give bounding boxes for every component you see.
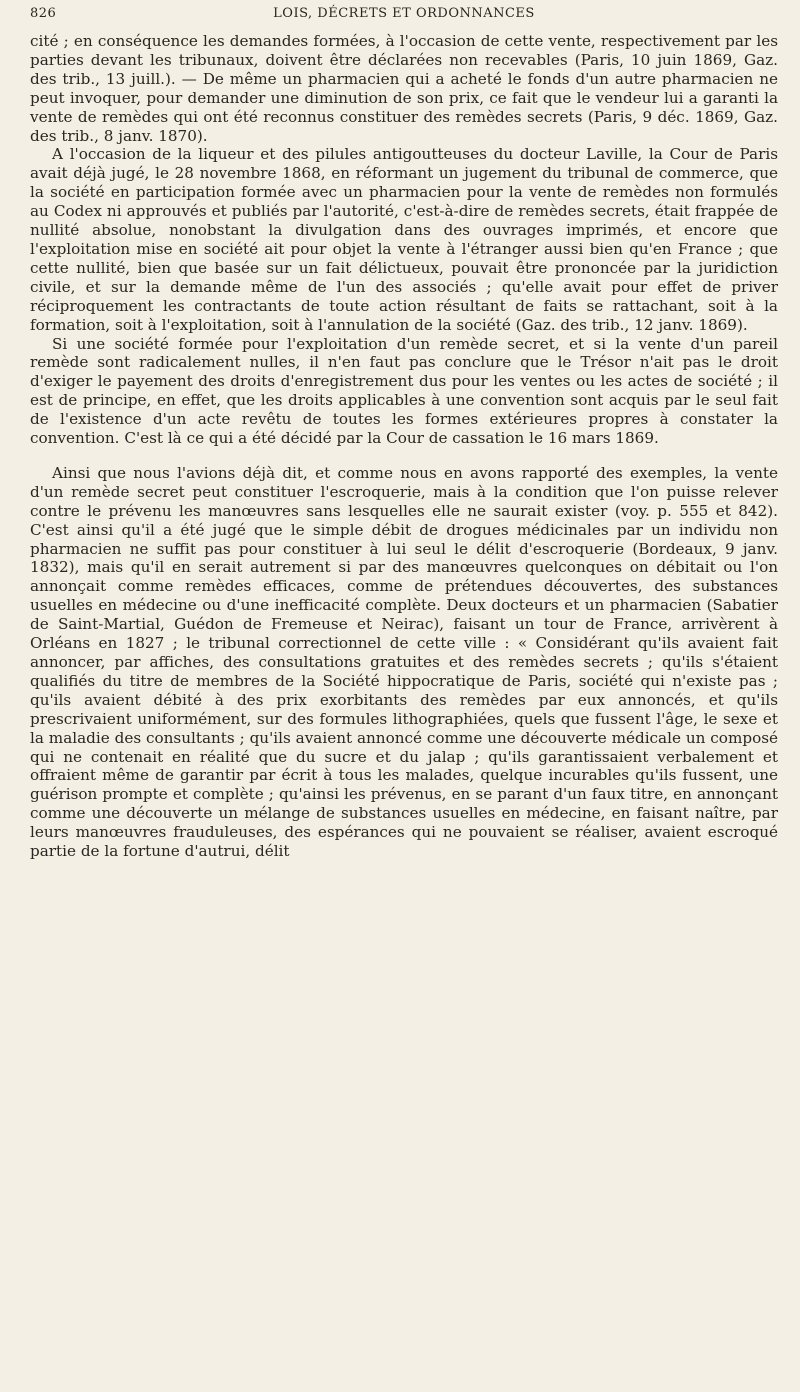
paragraph: cité ; en conséquence les demandes formées, à l'occasion de cette vente, respectivement par les parties devant les tribunaux, doivent être déclarées non recevables (Paris, 10 juin 1869, Gaz. des trib., 13 juill.). — De même un pharmacien qui a acheté le fonds d'un autre pharmacien ne peut invoquer, pour demander une diminution de son prix, ce fait que le vendeur lui a garanti la vente de remèdes qui ont été reconnus constituer des remèdes secrets (Paris, 9 déc. 1869, Gaz. des trib., 8 janv. 1870). (30, 32, 778, 145)
paragraph: Si une société formée pour l'exploitation d'un remède secret, et si la vente d'un pareil remède sont radicalement nulles, il n'en faut pas conclure que le Trésor n'ait pas le droit d'exiger le payement des droits d'enregistrement dus pour les ventes ou les actes de société ; il est de principe, en effet, que les droits applicables à une convention sont acquis par le seul fait de l'existence d'un acte revêtu de toutes les formes extérieures propres à constater la convention. C'est là ce qui a été décidé par la Cour de cassation le 16 mars 1869. (30, 334, 778, 448)
paragraph: A l'occasion de la liqueur et des pilules antigoutteuses du docteur Laville, la Cour de Paris avait déjà jugé, le 28 novembre 1868, en réformant un jugement du tribunal de commerce, que la société en participation formée avec un pharmacien pour la vente de remèdes non formulés au Codex ni approuvés et publiés par l'autorité, c'est-à-dire de remèdes secrets, était frappée de nullité absolue, nonobstant la divulgation dans des ouvrages imprimés, et encore que l'exploitation mise en société ait pour objet la vente à l'étranger aussi bien qu'en France ; que cette nullité, bien que basée sur un fait délictueux, pouvait être prononcée par la juridiction civile, et sur la demande même de l'un des associés ; qu'elle avait pour effet de priver réciproquement les contractants de toute action résultant de faits se rattachant, soit à la formation, soit à l'exploitation, soit à l'annulation de la société (Gaz. des trib., 12 janv. 1869). (30, 145, 778, 334)
page-header (30, 6, 778, 28)
page-body (30, 32, 778, 861)
paragraph: Ainsi que nous l'avions déjà dit, et comme nous en avons rapporté des exemples, la vente d'un remède secret peut constituer l'escroquerie, mais à la condition que l'on puisse relever contre le prévenu les manœuvres sans lesquelles elle ne saurait exister (voy. p. 555 et 842). C'est ainsi qu'il a été jugé que le simple débit de drogues médicinales par un individu non pharmacien ne suffit pas pour constituer à lui seul le délit d'escroquerie (Bordeaux, 9 janv. 1832), mais qu'il en serait autrement si par des manœuvres quelconques on débitait ou l'on annonçait comme remèdes efficaces, comme de prétendues découvertes, des substances usuelles en médecine ou d'une inefficacité complète. Deux docteurs et un pharmacien (Sabatier de Saint-Martial, Guédon de Fremeuse et Neirac), faisant un tour de France, arrivèrent à Orléans en 1827 ; le tribunal correctionnel de cette ville : « Considérant qu'ils avaient fait annoncer, par affiches, des consultations gratuites et des remèdes secrets ; qu'ils s'étaient qualifiés du titre de membres de la Société hippocratique de Paris, société qui n'existe pas ; qu'ils avaient débité à des prix exorbitants des remèdes par eux annoncés, et qu'ils prescrivaient uniformément, sur des formules lithographiées, quels que fussent l'âge, le sexe et la maladie des consultants ; qu'ils avaient annoncé comme une découverte médicale un composé qui ne contenait en réalité que du sucre et du jalap ; qu'ils garantissaient verbalement et offraient même de garantir par écrit à tous les malades, quelque incurables qu'ils fussent, une guérison prompte et complète ; qu'ainsi les prévenus, en se parant d'un faux titre, en annonçant comme une découverte un mélange de substances usuelles en médecine, en faisant naître, par leurs manœuvres frauduleuses, des espérances qui ne pouvaient se réaliser, avaient escroqué partie de la fortune d'autrui, délit (30, 463, 778, 861)
page-number: 826 (30, 6, 57, 21)
running-title: LOIS, DÉCRETS ET ORDONNANCES (273, 6, 535, 21)
